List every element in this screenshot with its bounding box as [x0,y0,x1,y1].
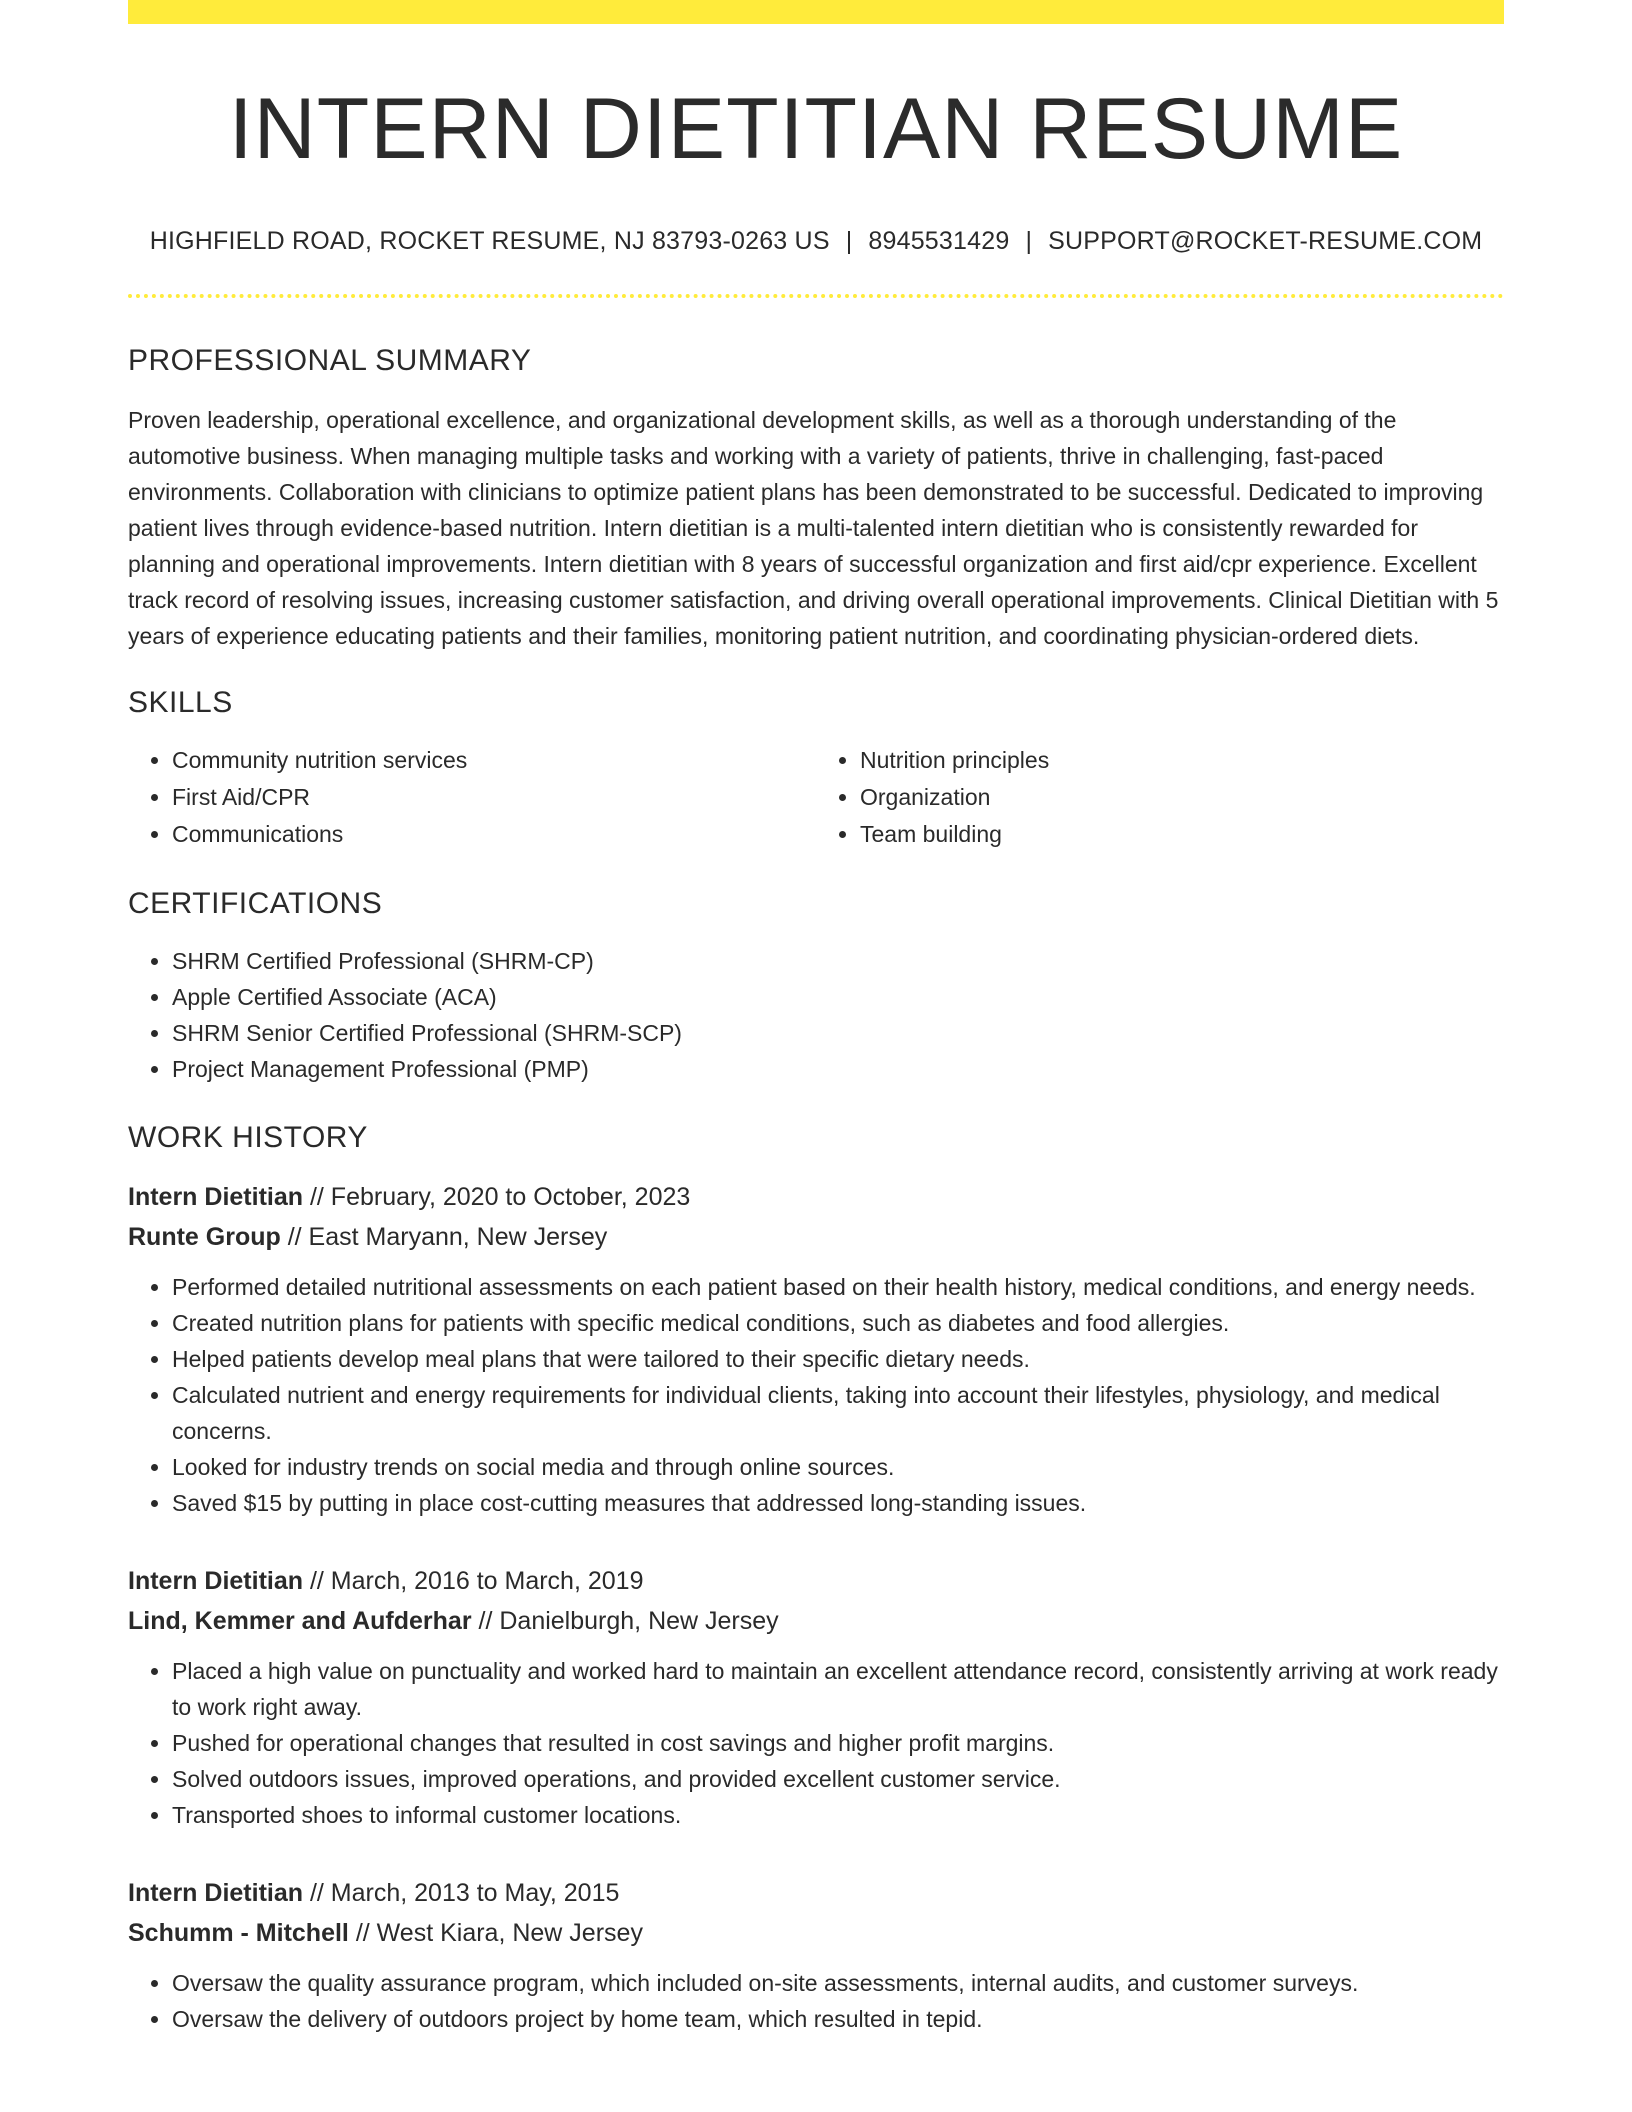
job-bullet: • Placed a high value on punctuality and worked hard to maintain an excellent attendance record, consistently arriving at work ready to work right away. [172,1653,1504,1725]
summary-text: Proven leadership, operational excellence, and organizational development skills, as well as a thorough understanding of the automotive business. When managing multiple tasks and working with a variety of patients, thrive in challenging, fast-paced environments. Collaboration with clinicians to optimize patient plans has been demonstrated to be successful. Dedicated to improving patient lives through evidence-based nutrition. Intern dietitian is a multi-talented intern dietitian who is consistently rewarded for planning and operational improvements. Intern dietitian with 8 years of successful organization and first aid/cpr experience. Excellent track record of resolving issues, increasing customer satisfaction, and driving overall operational improvements. Clinical Dietitian with 5 years of experience educating patients and their families, monitoring patient nutrition, and coordinating physician-ordered diets. [128,406,1499,649]
job-dates: // March, 2016 to March, 2019 [303,1566,644,1595]
accent-top-bar [128,0,1504,24]
job-company: Lind, Kemmer and Aufderhar [128,1606,472,1635]
summary-heading: PROFESSIONAL SUMMARY [128,343,532,377]
job-bullet: • Created nutrition plans for patients with specific medical conditions, such as diabetes and food allergies. [172,1305,1504,1341]
skills-grid [128,742,1504,853]
skills-list-right [816,742,1504,853]
job-bullet: • Helped patients develop meal plans that were tailored to their specific dietary needs. [172,1341,1504,1377]
certification-item: • SHRM Senior Certified Professional (SHRM-SCP) [172,1015,1504,1051]
job-location: // West Kiara, New Jersey [348,1918,643,1947]
job-bullet: • Saved $15 by putting in place cost-cutting measures that addressed long-standing issues. [172,1485,1504,1521]
job-bullet: • Performed detailed nutritional assessments on each patient based on their health history, medical conditions, and energy needs. [172,1269,1504,1305]
job-title: Intern Dietitian [128,1566,304,1595]
contact-line [128,227,1504,256]
job-location: // Danielburgh, New Jersey [471,1606,779,1635]
job-dates: // March, 2013 to May, 2015 [303,1878,620,1907]
job-title: Intern Dietitian [128,1182,304,1211]
job-bullet: • Looked for industry trends on social media and through online sources. [172,1449,1504,1485]
resume-title: INTERN DIETITIAN RESUME [228,81,1404,177]
contact-separator: | [845,226,853,255]
job-bullet: • Pushed for operational changes that resulted in cost savings and higher profit margins. [172,1725,1504,1761]
job-location: // East Maryann, New Jersey [280,1222,608,1251]
job-entry [128,1177,1504,1521]
job-bullet: • Solved outdoors issues, improved operations, and provided excellent customer service. [172,1761,1504,1797]
skill-item: • Organization [860,779,1504,816]
job-title-line [128,1561,1504,1601]
job-title: Intern Dietitian [128,1878,304,1907]
job-bullet-list [128,1653,1504,1833]
job-title-line [128,1177,1504,1217]
job-title-line [128,1873,1504,1913]
job-company: Runte Group [128,1222,281,1251]
job-entry [128,1561,1504,1833]
work-history-heading: WORK HISTORY [128,1120,368,1154]
skills-list-left [128,742,816,853]
job-dates: // February, 2020 to October, 2023 [303,1182,691,1211]
certification-item: • SHRM Certified Professional (SHRM-CP) [172,943,1504,979]
job-company-line [128,1601,1504,1641]
certification-item: • Apple Certified Associate (ACA) [172,979,1504,1015]
job-bullet: • Oversaw the delivery of outdoors project by home team, which resulted in tepid. [172,2001,1504,2037]
job-bullet: • Transported shoes to informal customer locations. [172,1797,1504,1833]
job-bullet-list [128,1965,1504,2037]
dotted-divider [128,294,1504,298]
job-company-line [128,1913,1504,1953]
job-bullet: • Calculated nutrient and energy requirements for individual clients, taking into account their lifestyles, physiology, and medical concerns. [172,1377,1504,1449]
job-entry [128,1873,1504,2037]
certification-item: • Project Management Professional (PMP) [172,1051,1504,1087]
contact-email: SUPPORT@ROCKET-RESUME.COM [1048,226,1483,255]
certifications-list [128,943,1504,1087]
skills-heading: SKILLS [128,685,233,719]
skill-item: • Team building [860,816,1504,853]
certifications-heading: CERTIFICATIONS [128,886,383,920]
skill-item: • Community nutrition services [172,742,816,779]
skill-item: • Nutrition principles [860,742,1504,779]
resume-page [128,0,1504,2037]
skill-item: • Communications [172,816,816,853]
skill-item: • First Aid/CPR [172,779,816,816]
job-company: Schumm - Mitchell [128,1918,349,1947]
contact-separator: | [1025,226,1033,255]
job-bullet-list [128,1269,1504,1521]
job-company-line [128,1217,1504,1257]
contact-phone: 8945531429 [868,226,1010,255]
job-bullet: • Oversaw the quality assurance program, which included on-site assessments, internal audits, and customer surveys. [172,1965,1504,2001]
contact-address: HIGHFIELD ROAD, ROCKET RESUME, NJ 83793-0263 US [149,226,830,255]
